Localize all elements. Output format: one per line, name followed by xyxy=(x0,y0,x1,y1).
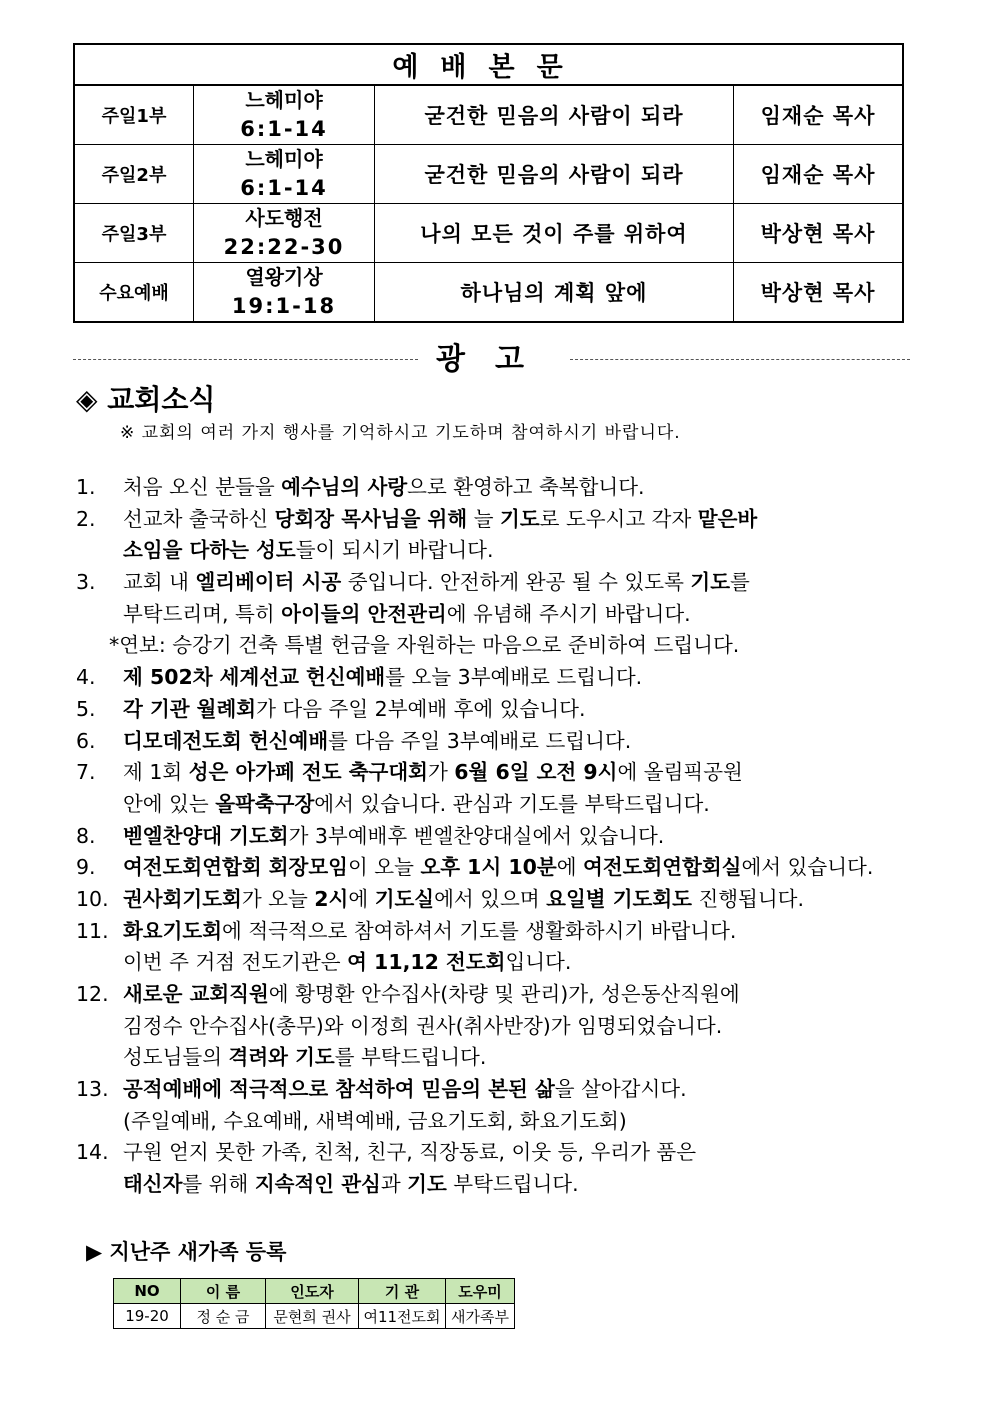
announcement-text xyxy=(123,1074,687,1105)
announcement-emphasis: 여전도회연합회 회장모임 xyxy=(123,855,348,880)
announcement-segment: 에서 있습니다. xyxy=(741,855,874,880)
scripture-reference xyxy=(194,85,375,145)
announcement-segment: 에 적극적으로 참여하셔서 기도를 생활화하시기 바랍니다. xyxy=(222,918,737,943)
announcement-segment: 에 유념해 주시기 바랍니다. xyxy=(446,601,691,626)
service-name: 주일3부 xyxy=(74,204,194,263)
announcement-line xyxy=(76,1042,876,1074)
announcement-segment: 구원 얻지 못한 가족, 친척, 친구, 직장동료, 이웃 등, 우리가 품은 xyxy=(123,1140,697,1165)
scripture-book: 느헤미야 xyxy=(245,88,323,112)
announcement-emphasis: 여 11,12 전도회 xyxy=(347,950,506,975)
announcement-text xyxy=(123,1011,722,1042)
announcement-text xyxy=(123,726,631,757)
announcement-emphasis: 공적예배에 적극적으로 참석하여 믿음의 본된 삶 xyxy=(123,1077,555,1102)
announcement-segment: 가 xyxy=(427,760,455,785)
announcement-number: 12. xyxy=(76,982,109,1006)
announcement-text xyxy=(123,567,750,598)
service-name: 수요예배 xyxy=(74,263,194,323)
new-family-row xyxy=(114,1304,515,1329)
announcement-text xyxy=(123,916,736,947)
announcement-text xyxy=(123,662,642,693)
announcement-segment: 제 1회 xyxy=(123,760,189,785)
announcement-line xyxy=(76,726,876,758)
announcement-segment: 처음 오신 분들을 xyxy=(123,475,282,499)
announcement-emphasis: 태신자 xyxy=(123,1172,183,1197)
announcement-line xyxy=(76,504,876,536)
announcement-segment: 에 올림픽공원 xyxy=(617,760,743,785)
announcement-emphasis: 벧엘찬양대 기도회 xyxy=(123,823,289,848)
sermon-title: 나의 모든 것이 주를 위하여 xyxy=(375,204,734,263)
announcement-line xyxy=(76,884,876,916)
scripture-reference xyxy=(194,145,375,204)
announcement-text xyxy=(123,757,743,788)
announcement-line xyxy=(76,1106,876,1138)
announcement-emphasis: 기도 xyxy=(500,506,540,531)
scripture-verses: 19:1-18 xyxy=(231,294,337,318)
announcement-note-line xyxy=(76,630,876,662)
announcement-emphasis: 엘리베이터 시공 xyxy=(195,570,342,595)
announcement-line xyxy=(76,1169,876,1201)
announcement-number: 6. xyxy=(76,728,96,753)
announcement-text xyxy=(123,694,585,725)
announcement-segment: 선교차 출국하신 xyxy=(123,506,275,531)
column-header: 도우미 xyxy=(446,1279,515,1304)
scripture-book: 사도행전 xyxy=(245,206,323,230)
announcement-number: 1. xyxy=(76,475,96,499)
announcement-segment: 이 오늘 xyxy=(347,855,421,880)
table-cell: 새가족부 xyxy=(446,1304,515,1329)
announcement-segment: (주일예배, 수요예배, 새벽예배, 금요기도회, 화요기도회) xyxy=(123,1108,627,1133)
announcement-segment: 부탁드립니다. xyxy=(446,1172,579,1197)
announcement-number: 2. xyxy=(76,506,96,531)
service-name: 주일2부 xyxy=(74,145,194,204)
announcement-segment: 을 살아갑시다. xyxy=(554,1077,687,1102)
announcement-text xyxy=(123,979,740,1010)
announcement-text xyxy=(123,1106,627,1137)
announcement-emphasis: 권사회기도회 xyxy=(123,886,242,911)
announcement-number: 3. xyxy=(76,570,96,595)
scripture-book: 느헤미야 xyxy=(245,147,323,171)
announcement-emphasis: 소임을 다하는 성도 xyxy=(123,538,296,563)
sermon-table-title: 예배본문 xyxy=(74,44,903,85)
announcement-emphasis: 기도실 xyxy=(374,886,435,911)
announcement-text xyxy=(123,884,804,915)
table-cell: 여11전도회 xyxy=(359,1304,446,1329)
announcement-text xyxy=(123,1137,696,1168)
announcement-text xyxy=(123,852,873,883)
announcement-segment: 늘 xyxy=(467,506,501,531)
sermon-title: 굳건한 믿음의 사람이 되라 xyxy=(375,145,734,204)
sermon-row xyxy=(74,263,903,323)
announcement-text xyxy=(123,535,493,566)
announcement-segment: 입니다. xyxy=(505,950,572,975)
announcement-line xyxy=(76,535,876,567)
announcement-segment: 들이 되시기 바랍니다. xyxy=(295,538,494,563)
announcement-line xyxy=(76,567,876,599)
announcement-segment: 에 황명환 안수집사(차량 및 관리)가, 성은동산직원에 xyxy=(268,982,740,1006)
announcement-segment: 를 위해 xyxy=(182,1172,255,1197)
scripture-reference xyxy=(194,204,375,263)
announcement-segment: 으로 환영하고 축복합니다. xyxy=(407,475,645,499)
announcement-segment: 에 xyxy=(348,886,375,911)
scripture-verses: 6:1-14 xyxy=(240,176,328,200)
announcement-segment: 교회 내 xyxy=(123,570,196,595)
announcement-segment: 에서 있습니다. 관심과 기도를 부탁드립니다. xyxy=(314,791,710,816)
ad-divider-right xyxy=(570,359,910,360)
announcement-list xyxy=(76,472,876,1201)
announcement-line xyxy=(76,1074,876,1106)
announcement-emphasis: 각 기관 월례회 xyxy=(123,696,257,721)
announcement-text xyxy=(123,472,645,503)
announcement-text xyxy=(123,789,710,820)
announcement-line xyxy=(76,757,876,789)
announcement-segment: 에서 있으며 xyxy=(434,886,547,911)
announcement-number: 9. xyxy=(76,855,96,880)
church-news-subtitle: ※ 교회의 여러 가지 행사를 기억하시고 기도하며 참여하시기 바랍니다. xyxy=(120,423,681,443)
announcement-emphasis: 성은 아가페 전도 축구대회 xyxy=(188,760,428,785)
announcement-number: 4. xyxy=(76,665,96,690)
table-cell: 정 순 금 xyxy=(181,1304,266,1329)
announcement-emphasis: 기도 xyxy=(407,1172,447,1197)
scripture-reference xyxy=(194,263,375,323)
announcement-emphasis: 기도 xyxy=(690,570,731,595)
ad-divider-left xyxy=(73,359,418,360)
scripture-verses: 6:1-14 xyxy=(240,117,328,141)
column-header: NO xyxy=(114,1279,181,1304)
announcement-line xyxy=(76,599,876,631)
announcement-segment: 성도님들의 xyxy=(123,1045,229,1070)
announcement-segment: 가 오늘 xyxy=(241,886,315,911)
announcement-text xyxy=(123,947,571,978)
sermon-row xyxy=(74,204,903,263)
announcement-emphasis: 여전도회연합회실 xyxy=(583,855,742,880)
announcement-segment: 를 오늘 3부예배로 드립니다. xyxy=(385,665,643,690)
announcement-emphasis: 예수님의 사랑 xyxy=(281,475,408,499)
announcement-emphasis: 6월 6일 오전 9시 xyxy=(454,760,618,785)
announcement-number: 5. xyxy=(76,696,96,721)
announcement-line xyxy=(76,789,876,821)
announcement-segment: 안에 있는 xyxy=(123,791,216,816)
column-header: 인도자 xyxy=(266,1279,359,1304)
announcement-line xyxy=(76,472,876,504)
preacher-name: 박상현 목사 xyxy=(734,204,904,263)
announcement-emphasis: 2시 xyxy=(314,886,349,911)
announcement-segment: 를 xyxy=(730,570,750,595)
ad-title: 광고 xyxy=(436,342,554,377)
new-family-header-row xyxy=(114,1279,515,1304)
announcement-number: 11. xyxy=(76,918,109,943)
announcement-line xyxy=(76,852,876,884)
announcement-emphasis: 맡은바 xyxy=(697,506,758,531)
service-name: 주일1부 xyxy=(74,85,194,145)
announcement-text xyxy=(123,821,664,852)
sermon-row xyxy=(74,85,903,145)
announcement-segment: 로 도우시고 각자 xyxy=(539,506,698,531)
announcement-line xyxy=(76,1137,876,1169)
announcement-number: 14. xyxy=(76,1140,109,1165)
preacher-name: 박상현 목사 xyxy=(734,263,904,323)
announcement-segment: 에 xyxy=(556,855,584,880)
announcement-emphasis: 격려와 기도 xyxy=(228,1045,335,1070)
announcement-emphasis: 디모데전도회 헌신예배 xyxy=(123,728,329,753)
scripture-book: 열왕기상 xyxy=(245,265,323,289)
new-family-table xyxy=(113,1278,515,1329)
announcement-emphasis: 새로운 교회직원 xyxy=(123,982,269,1006)
announcement-segment: 진행됩니다. xyxy=(691,886,804,911)
announcement-number: 10. xyxy=(76,886,109,911)
column-header: 기 관 xyxy=(359,1279,446,1304)
announcement-text xyxy=(123,504,757,535)
announcement-line xyxy=(76,1011,876,1043)
church-news-title: ◈ 교회소식 xyxy=(76,383,216,416)
sermon-row xyxy=(74,145,903,204)
announcement-segment: 중입니다. 안전하게 완공 될 수 있도록 xyxy=(341,570,691,595)
announcement-text xyxy=(123,1042,486,1073)
announcement-line xyxy=(76,916,876,948)
announcement-number: 8. xyxy=(76,823,96,848)
announcement-segment: 가 3부예배후 벧엘찬양대실에서 있습니다. xyxy=(288,823,665,848)
preacher-name: 임재순 목사 xyxy=(734,145,904,204)
announcement-line xyxy=(76,947,876,979)
sermon-title: 굳건한 믿음의 사람이 되라 xyxy=(375,85,734,145)
announcement-line xyxy=(76,821,876,853)
announcement-number: 7. xyxy=(76,760,96,785)
announcement-segment: 이번 주 거점 전도기관은 xyxy=(123,950,348,975)
scripture-verses: 22:22-30 xyxy=(223,235,345,259)
announcement-note: *연보: 승강기 건축 특별 헌금을 자원하는 마음으로 준비하여 드립니다. xyxy=(109,633,740,658)
announcement-number: 13. xyxy=(76,1077,109,1102)
announcement-line xyxy=(76,979,876,1011)
announcement-text xyxy=(123,1169,579,1200)
sermon-table xyxy=(73,43,904,323)
announcement-segment: 를 부탁드립니다. xyxy=(334,1045,487,1070)
announcement-emphasis: 올팍축구장 xyxy=(215,791,315,816)
announcement-emphasis: 아이들의 안전관리 xyxy=(281,601,447,626)
announcement-segment: 김정수 안수집사(총무)와 이정희 권사(취사반장)가 임명되었습니다. xyxy=(123,1013,723,1038)
announcement-text xyxy=(123,599,691,630)
announcement-emphasis: 제 502차 세계선교 헌신예배 xyxy=(123,665,386,690)
announcement-emphasis: 당회장 목사님을 위해 xyxy=(274,506,468,531)
table-cell: 문현희 권사 xyxy=(266,1304,359,1329)
announcement-emphasis: 요일별 기도회도 xyxy=(546,886,692,911)
preacher-name: 임재순 목사 xyxy=(734,85,904,145)
sermon-title: 하나님의 계획 앞에 xyxy=(375,263,734,323)
announcement-line xyxy=(76,694,876,726)
announcement-line xyxy=(76,662,876,694)
announcement-segment: 과 xyxy=(380,1172,408,1197)
announcement-segment: 부탁드리며, 특히 xyxy=(123,601,282,626)
new-family-title: ▶ 지난주 새가족 등록 xyxy=(86,1240,287,1264)
table-cell: 19-20 xyxy=(114,1304,181,1329)
announcement-segment: 가 다음 주일 2부예배 후에 있습니다. xyxy=(256,696,586,721)
announcement-emphasis: 오후 1시 10분 xyxy=(420,855,557,880)
announcement-segment: 를 다음 주일 3부예배로 드립니다. xyxy=(328,728,632,753)
column-header: 이 름 xyxy=(181,1279,266,1304)
announcement-emphasis: 지속적인 관심 xyxy=(254,1172,381,1197)
announcement-emphasis: 화요기도회 xyxy=(123,918,223,943)
